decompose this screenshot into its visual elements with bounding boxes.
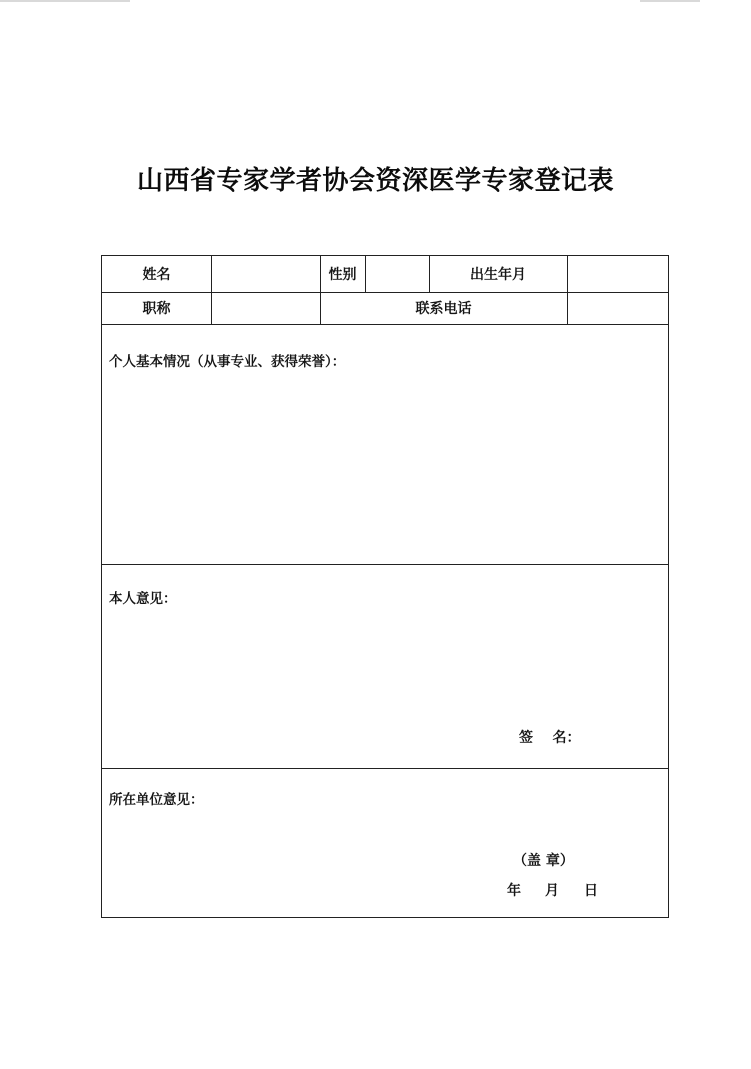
personal-info-label: 个人基本情况（从事专业、获得荣誉）： [109,354,346,370]
unit-opinion-label: 所在单位意见： [109,792,204,808]
row-divider-3 [102,564,668,565]
document-title: 山西省专家学者协会资深医学专家登记表 [136,166,614,196]
phone-label: 联系电话 [415,301,472,317]
date-day-label: 日 [584,883,598,899]
unit-opinion-field[interactable] [109,812,661,852]
job-title-label: 职称 [142,301,171,317]
gender-field[interactable] [366,257,428,291]
gender-label: 性别 [328,267,357,283]
scan-edge-mark-left [0,0,130,2]
personal-opinion-label: 本人意见： [109,591,177,607]
scan-edge-mark-right [640,0,700,2]
name-field[interactable] [212,257,319,291]
name-label: 姓名 [142,267,171,283]
personal-opinion-field[interactable] [109,611,661,721]
birth-date-field[interactable] [568,257,667,291]
row-divider-2 [102,324,668,325]
phone-field[interactable] [568,293,667,323]
date-year-label: 年 [507,883,521,899]
personal-info-field[interactable] [109,374,661,559]
job-title-field[interactable] [212,293,319,323]
signature-label: 签 名： [519,730,581,746]
birth-date-label: 出生年月 [470,267,526,283]
seal-label: （盖 章） [513,853,574,869]
row-divider-4 [102,768,668,769]
registration-form [101,255,669,918]
date-month-label: 月 [545,883,559,899]
